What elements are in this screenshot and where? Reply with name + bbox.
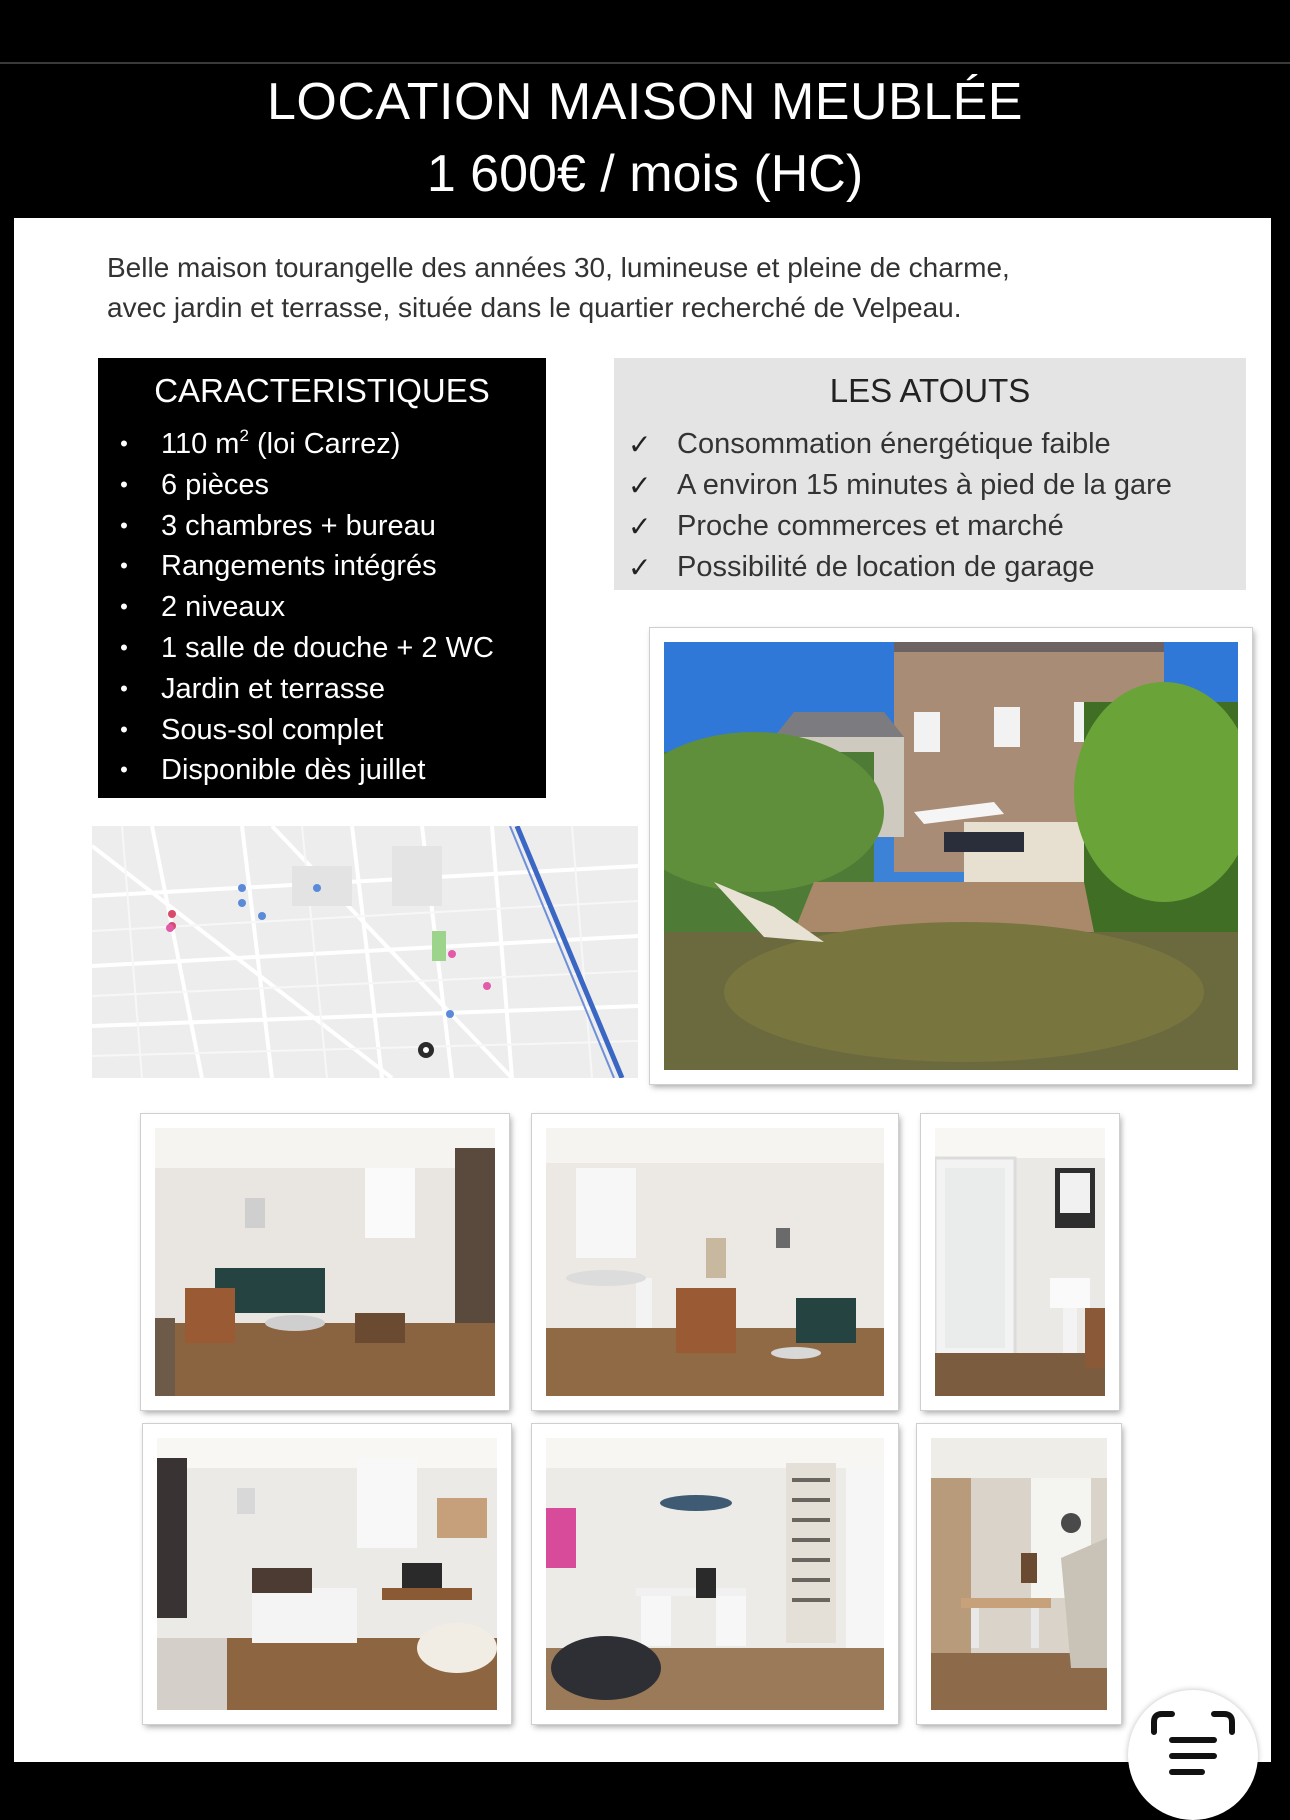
shower-room-photo <box>935 1128 1105 1396</box>
bullet-icon: • <box>120 594 128 620</box>
bullet-icon: • <box>120 471 128 497</box>
list-item: • Jardin et terrasse <box>98 669 546 710</box>
garden-photo-frame[interactable] <box>650 628 1252 1084</box>
bullet-icon: • <box>120 512 128 538</box>
live-text-scan-button[interactable] <box>1128 1690 1258 1820</box>
photo-frame[interactable] <box>532 1114 898 1410</box>
atouts-box <box>614 358 1246 590</box>
list-item: • Disponible dès juillet <box>98 750 546 791</box>
bullet-icon: • <box>120 553 128 579</box>
list-item: ✓ A environ 15 minutes à pied de la gare <box>614 465 1246 506</box>
page-title: LOCATION MAISON MEUBLÉE <box>266 73 1023 131</box>
photo-frame[interactable] <box>917 1424 1121 1724</box>
photo-frame[interactable] <box>141 1114 509 1410</box>
atouts-title: LES ATOUTS <box>829 372 1031 409</box>
kitchen-stairs-photo <box>931 1438 1107 1710</box>
bullet-icon: • <box>120 431 128 456</box>
top-status-bar <box>0 0 1290 64</box>
intro-line-1: Belle maison tourangelle des années 30, lumineuse et pleine de charme, <box>107 252 1010 283</box>
atouts-list <box>614 424 1246 588</box>
bullet-icon: • <box>120 634 128 660</box>
bedroom-photo <box>157 1438 497 1710</box>
bullet-icon: • <box>120 675 128 701</box>
map-icon <box>92 826 638 1078</box>
rent-price: 1 600€ / mois (HC) <box>426 145 864 203</box>
photo-frame[interactable] <box>143 1424 511 1724</box>
checkmark-icon: ✓ <box>628 552 652 583</box>
list-item: • 110 $m^2$ (loi Carrez) <box>98 424 546 465</box>
checkmark-icon: ✓ <box>628 429 652 460</box>
header-banner <box>0 64 1290 218</box>
living-room-photo <box>155 1128 495 1396</box>
office-photo <box>546 1438 884 1710</box>
caracteristiques-title: CARACTERISTIQUES <box>154 372 490 409</box>
bullet-icon: • <box>120 716 128 742</box>
photo-frame[interactable] <box>921 1114 1119 1410</box>
list-item: • 6 pièces <box>98 465 546 506</box>
caracteristiques-list <box>98 424 546 791</box>
list-item: • Sous-sol complet <box>98 710 546 751</box>
dining-living-photo <box>546 1128 884 1396</box>
checkmark-icon: ✓ <box>628 470 652 501</box>
listing-sheet <box>14 218 1271 1762</box>
garden-terrace-photo <box>664 642 1238 1070</box>
list-item: ✓ Proche commerces et marché <box>614 506 1246 547</box>
text-scan-icon <box>1150 1710 1236 1796</box>
location-map[interactable] <box>92 826 638 1078</box>
list-item: • 2 niveaux <box>98 587 546 628</box>
bullet-icon: • <box>120 757 128 783</box>
list-item: • 1 salle de douche + 2 WC <box>98 628 546 669</box>
list-item: • 3 chambres + bureau <box>98 506 546 547</box>
list-item: • Rangements intégrés <box>98 546 546 587</box>
list-item: ✓ Consommation énergétique faible <box>614 424 1246 465</box>
photo-frame[interactable] <box>532 1424 898 1724</box>
list-item: ✓ Possibilité de location de garage <box>614 547 1246 588</box>
intro-line-2: avec jardin et terrasse, située dans le quartier recherché de Velpeau. <box>107 292 962 323</box>
caracteristiques-box <box>98 358 546 798</box>
checkmark-icon: ✓ <box>628 511 652 542</box>
intro-description <box>107 248 1207 328</box>
